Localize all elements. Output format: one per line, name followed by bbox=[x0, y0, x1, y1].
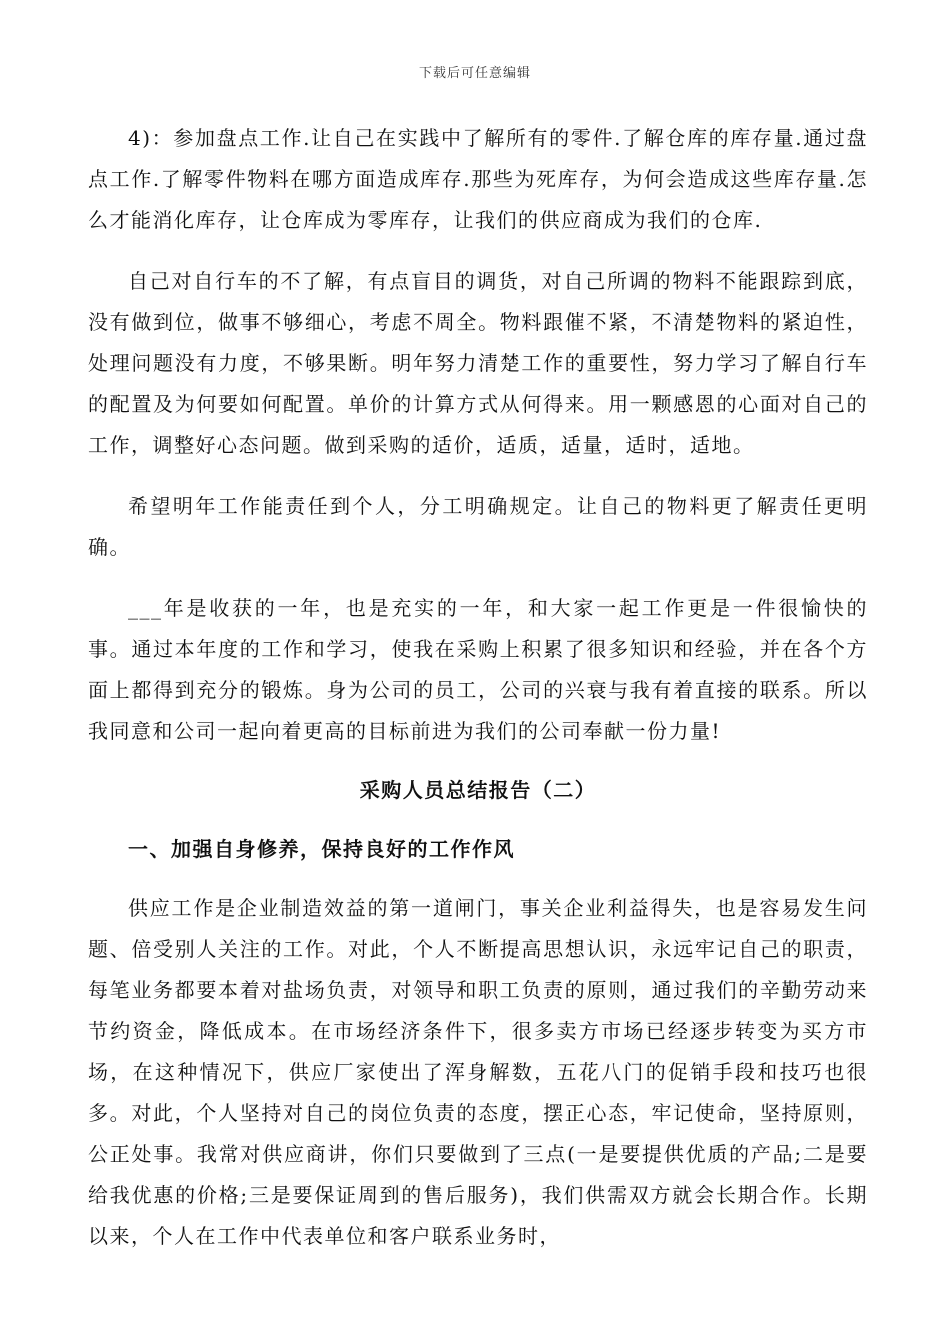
paragraph-supply-work: 供应工作是企业制造效益的第一道闸门，事关企业利益得失，也是容易发生问题、倍受别人关注的工作。对此，个人不断提高思想认识，永远牢记自己的职责，每笔业务都要本着对盐场负责，对领导和职工负责的原则，通过我们的辛勤劳动来节约资金，降低成本。在市场经济条件下，很多卖方市场已经逐步转变为买方市场，在这种情况下，供应厂家使出了浑身解数，五花八门的促销手段和技巧也很多。对此，个人坚持对自己的岗位负责的态度，摆正心态，牢记使命，坚持原则，公正处事。我常对供应商讲，你们只要做到了三点(一是要提供优质的产品;二是要给我优惠的价格;三是要保证周到的售后服务)，我们供需双方就会长期合作。长期以来，个人在工作中代表单位和客户联系业务时， bbox=[88, 896, 868, 1248]
section-heading: 一、加强自身修养，保持良好的工作作风 bbox=[128, 837, 515, 861]
paragraph-inventory: 4)：参加盘点工作.让自己在实践中了解所有的零件.了解仓库的库存量.通过盘点工作.了解零件物料在哪方面造成库存.那些为死库存，为何会造成这些库存量.怎么才能消化库存，让仓库成为零库存，让我们的供应商成为我们的仓库. bbox=[88, 126, 868, 232]
document-body bbox=[88, 118, 868, 1257]
paragraph-gap bbox=[88, 466, 868, 486]
paragraph-gap bbox=[88, 568, 868, 588]
page-header: 下载后可任意编辑 bbox=[418, 66, 531, 81]
paragraph-gap bbox=[88, 752, 868, 770]
section-title: 采购人员总结报告（二） bbox=[359, 778, 597, 802]
paragraph-gap bbox=[88, 870, 868, 888]
paragraph-self-review: 自己对自行车的不了解，有点盲目的调货，对自己所调的物料不能跟踪到底，没有做到位，做事不够细心，考虑不周全。物料跟催不紧，不清楚物料的紧迫性，处理问题没有力度，不够果断。明年努力清楚工作的重要性，努力学习了解自行车的配置及为何要如何配置。单价的计算方式从何得来。用一颗感恩的心面对自己的工作，调整好心态问题。做到采购的适价，适质，适量，适时，适地。 bbox=[88, 269, 868, 457]
paragraph-gap bbox=[88, 241, 868, 261]
paragraph-year-summary: ___年是收获的一年，也是充实的一年，和大家一起工作更是一件很愉快的事。通过本年度的工作和学习，使我在采购上积累了很多知识和经验，并在各个方面上都得到充分的锻炼。身为公司的员工，公司的兴衰与我有着直接的联系。所以我同意和公司一起向着更高的目标前进为我们的公司奉献一份力量! bbox=[88, 596, 868, 743]
paragraph-gap bbox=[88, 811, 868, 829]
paragraph-hope: 希望明年工作能责任到个人，分工明确规定。让自己的物料更了解责任更明确。 bbox=[88, 494, 868, 559]
